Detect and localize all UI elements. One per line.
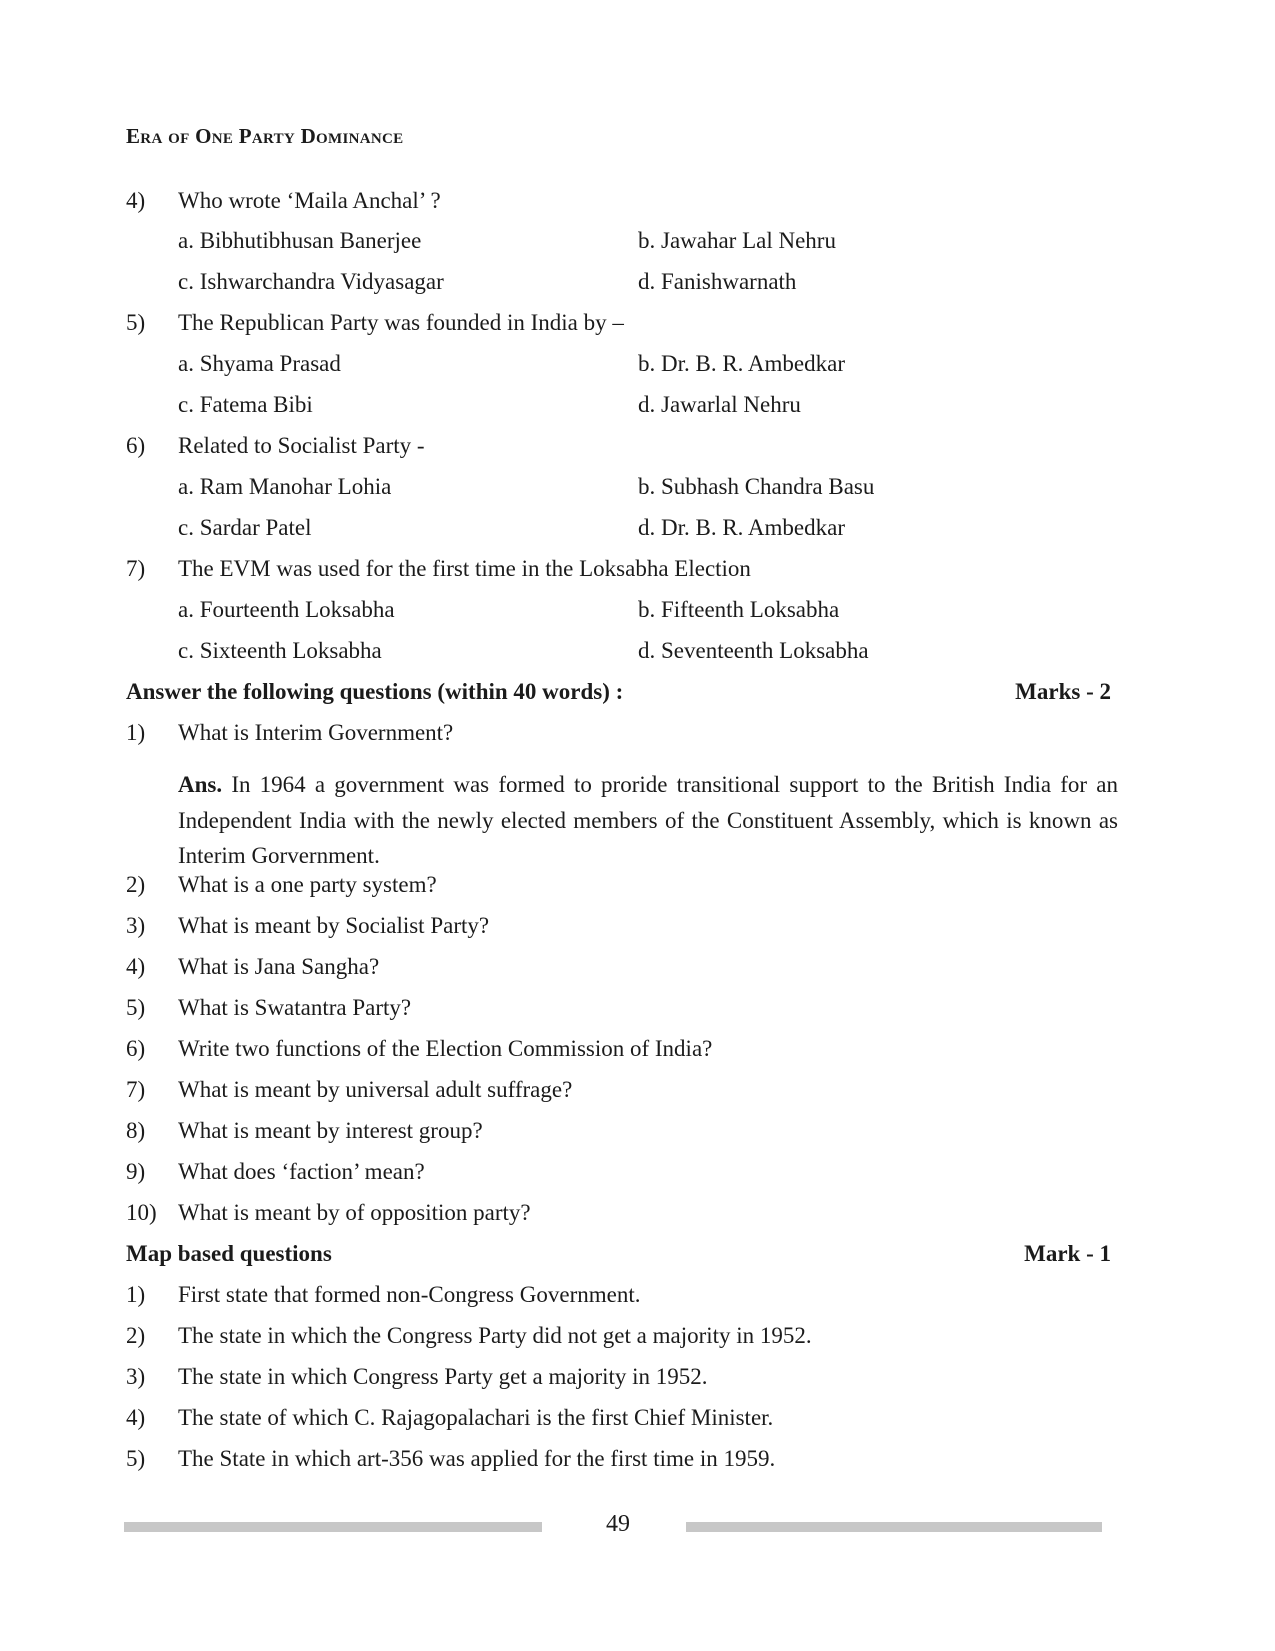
question-text: What is Interim Government?	[178, 720, 454, 745]
option-d: d. Fanishwarnath	[638, 269, 797, 294]
option-c: c. Ishwarchandra Vidyasagar	[178, 269, 444, 294]
question-text: What is Jana Sangha?	[178, 954, 380, 979]
answer-label: Ans.	[178, 772, 223, 797]
question-number: 3)	[126, 1364, 146, 1389]
option-b: b. Jawahar Lal Nehru	[638, 228, 836, 253]
question-number: 6)	[126, 1036, 146, 1061]
option-b: b. Subhash Chandra Basu	[638, 474, 875, 499]
question-text: Who wrote ‘Maila Anchal’ ?	[178, 188, 441, 213]
question-number: 4)	[126, 188, 146, 213]
question-number: 5)	[126, 995, 146, 1020]
section-marks: Marks - 2	[1015, 679, 1111, 704]
question-number: 6)	[126, 433, 146, 458]
option-a: a. Fourteenth Loksabha	[178, 597, 395, 622]
page-number: 49	[606, 1511, 630, 1537]
question-number: 8)	[126, 1118, 146, 1143]
option-b: b. Dr. B. R. Ambedkar	[638, 351, 845, 376]
question-number: 4)	[126, 1405, 146, 1430]
question-text: The state in which the Congress Party did not get a majority in 1952.	[178, 1323, 812, 1348]
question-text: The EVM was used for the first time in the Loksabha Election	[178, 556, 751, 581]
option-a: a. Ram Manohar Lohia	[178, 474, 392, 499]
question-number: 10)	[126, 1200, 157, 1225]
question-number: 5)	[126, 310, 146, 335]
question-text: What does ‘faction’ mean?	[178, 1159, 425, 1184]
option-a: a. Bibhutibhusan Banerjee	[178, 228, 422, 253]
option-c: c. Fatema Bibi	[178, 392, 313, 417]
question-number: 1)	[126, 1282, 146, 1307]
option-d: d. Dr. B. R. Ambedkar	[638, 515, 845, 540]
question-number: 2)	[126, 1323, 146, 1348]
question-text: What is meant by of opposition party?	[178, 1200, 531, 1225]
option-c: c. Sixteenth Loksabha	[178, 638, 382, 663]
option-b: b. Fifteenth Loksabha	[638, 597, 840, 622]
option-d: d. Seventeenth Loksabha	[638, 638, 869, 663]
question-text: The state of which C. Rajagopalachari is the first Chief Minister.	[178, 1405, 774, 1430]
option-d: d. Jawarlal Nehru	[638, 392, 801, 417]
question-number: 3)	[126, 913, 146, 938]
answer-paragraph	[178, 767, 1118, 874]
question-text: Related to Socialist Party -	[178, 433, 425, 458]
question-text: What is Swatantra Party?	[178, 995, 412, 1020]
question-text: What is meant by interest group?	[178, 1118, 483, 1143]
running-header: Era of One Party Dominance	[126, 124, 404, 148]
question-text: What is meant by Socialist Party?	[178, 913, 490, 938]
section-title: Map based questions	[126, 1241, 332, 1266]
question-number: 4)	[126, 954, 146, 979]
section-title: Answer the following questions (within 40 words) :	[126, 679, 624, 704]
footer-rule-left	[124, 1522, 542, 1532]
footer-rule-right	[686, 1522, 1102, 1532]
option-a: a. Shyama Prasad	[178, 351, 341, 376]
question-number: 1)	[126, 720, 146, 745]
question-text: Write two functions of the Election Commission of India?	[178, 1036, 713, 1061]
option-c: c. Sardar Patel	[178, 515, 312, 540]
question-number: 2)	[126, 872, 146, 897]
question-text: The Republican Party was founded in India by –	[178, 310, 624, 335]
question-text: What is meant by universal adult suffrage?	[178, 1077, 573, 1102]
section-marks: Mark - 1	[1024, 1241, 1111, 1266]
question-text: What is a one party system?	[178, 872, 437, 897]
question-number: 9)	[126, 1159, 146, 1184]
question-text: The state in which Congress Party get a majority in 1952.	[178, 1364, 708, 1389]
question-number: 7)	[126, 556, 146, 581]
answer-text: In 1964 a government was formed to proride transitional support to the British India for an Independent India with the newly elected members of the Constituent Assembly, which is known as Interim Gorvernment.	[178, 772, 1118, 868]
question-text: The State in which art-356 was applied for the first time in 1959.	[178, 1446, 776, 1471]
question-number: 5)	[126, 1446, 146, 1471]
question-number: 7)	[126, 1077, 146, 1102]
question-text: First state that formed non-Congress Government.	[178, 1282, 641, 1307]
